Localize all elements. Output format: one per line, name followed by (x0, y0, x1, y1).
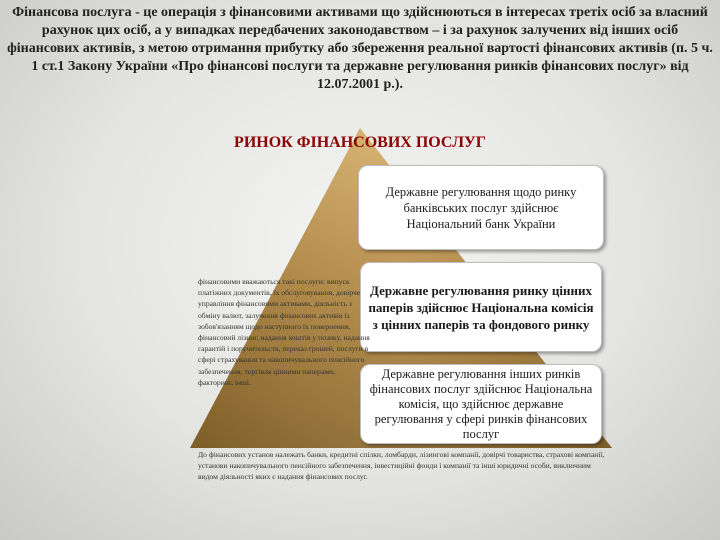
regulator-box-securities (360, 262, 602, 352)
regulator-box-banking (358, 165, 604, 250)
regulator-box-securities-text: Державне регулювання ринку цінних паперів здійснює Національна комісія з цінних паперів та фондового ринку (368, 282, 594, 332)
diagram-title: РИНОК ФІНАНСОВИХ ПОСЛУГ (234, 134, 486, 151)
regulator-box-other-markets (360, 364, 602, 444)
financial-institutions-note: До фінансових установ належать банки, кредитні спілки, ломбарди, лізингові компанії, довірчі товариства, страхові компанії, установи накопичувального пенсійного забезпечення, інвестиційні фонди і компанії та інші юридичні особи, виключним видом діяльності яких є надання фінансових послуг. (198, 450, 605, 482)
financial-services-note: фінансовими вважаються такі послуги: випуск платіжних документів, їх обслуговування, довірче управління фінансовими активами, діяльність з обміну валют, залучення фінансових активів із зобов'язанням щодо наступного їх повернення, фінансовий лізинг, надання коштів у позику, надання гарантій і поручительств, переказ грошей, послуги в сфері страхування та накопичувального пенсійного забезпечення, торгівля цінними паперами, факторинг, інші. (198, 277, 370, 387)
regulator-box-other-markets-text: Державне регулювання інших ринків фінансових послуг здійснює Національна комісія, що здійснює державне регулювання у сфері ринків фінансових послуг (369, 366, 593, 441)
intro-definition-text: Фінансова послуга - це операція з фінансовими активами що здійснюються в інтересах третіх осіб за власний рахунок цих осіб, а у випадках передбачених законодавством – і за рахунок залучених від інших осіб фінансових активів, з метою отримання прибутку або збереження реальної вартості фінансових активів (п. 5 ч. 1 ст.1 Закону України «Про фінансові послуги та державне регулювання ринків фінансових послуг» від 12.07.2001 р.). (7, 5, 713, 92)
regulator-box-banking-text: Державне регулювання щодо ринку банківських послуг здійснює Національний банк України (385, 184, 577, 231)
